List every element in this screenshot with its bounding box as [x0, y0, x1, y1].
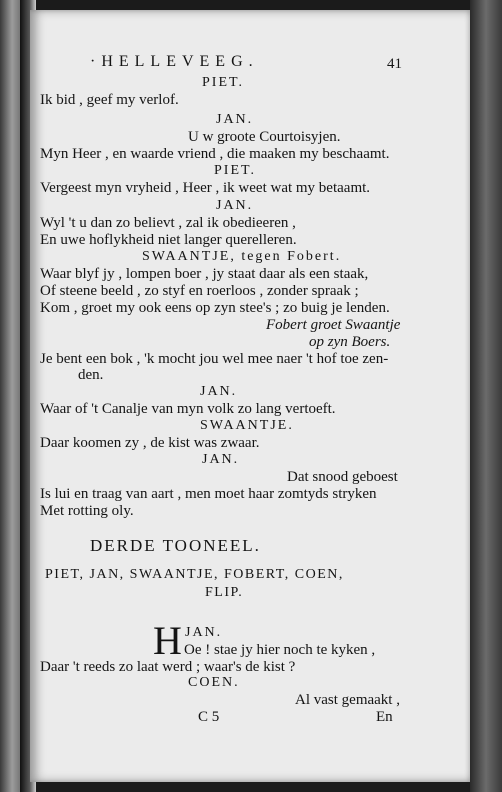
cast-list: FLIP. — [205, 585, 244, 600]
signature-mark: C 5 — [198, 709, 220, 725]
drop-capital: H — [153, 618, 182, 663]
stage-direction: Fobert groet Swaantje — [266, 317, 401, 333]
verse-line: Waar blyf jy , lompen boer , jy staat daar als een staak, — [40, 266, 369, 282]
verse-line: Ik bid , geef my verlof. — [40, 92, 179, 108]
speaker-name: JAN. — [202, 452, 240, 467]
speaker-name: JAN. — [185, 625, 223, 640]
speaker-name: SWAANTJE, tegen Fobert. — [142, 249, 342, 264]
verse-line: Met rotting oly. — [40, 503, 134, 519]
speaker-name: PIET. — [202, 75, 245, 90]
verse-line: Myn Heer , en waarde vriend , die maaken my beschaamt. — [40, 146, 390, 162]
verse-line: Al vast gemaakt , — [295, 692, 400, 708]
speaker-name: JAN. — [200, 384, 238, 399]
verse-line: U w groote Courtoisyjen. — [188, 129, 341, 145]
speaker-name: COEN. — [188, 675, 240, 690]
speaker-name: JAN. — [216, 112, 254, 127]
verse-line: Vergeest myn vryheid , Heer , ik weet wat my betaamt. — [40, 180, 371, 196]
verse-line: Oe ! stae jy hier noch te kyken , — [184, 642, 376, 658]
verse-line: Waar of 't Canalje van myn volk zo lang vertoeft. — [40, 401, 336, 417]
previous-page-edge — [0, 0, 22, 792]
running-head: ·HELLEVEEG. — [90, 53, 259, 70]
page-number: 41 — [387, 56, 402, 72]
speaker-name: SWAANTJE. — [200, 418, 294, 433]
verse-line: Daar koomen zy , de kist was zwaar. — [40, 435, 260, 451]
verse-line: Is lui en traag van aart , men moet haar zomtyds stryken — [40, 486, 377, 502]
verse-line: Kom , groet my ook eens op zyn stee's ; zo buig je lenden. — [40, 300, 390, 316]
verse-line: En uwe hoflykheid niet langer querelleren. — [40, 232, 297, 248]
stage-direction: op zyn Boers. — [309, 334, 391, 350]
cast-list: PIET, JAN, SWAANTJE, FOBERT, COEN, — [45, 567, 344, 582]
speaker-name: PIET. — [214, 163, 257, 178]
verse-line: Wyl 't u dan zo believt , zal ik obedieeren , — [40, 215, 296, 231]
verse-line: Dat snood geboest — [287, 469, 398, 485]
page-edge-shadow — [470, 0, 502, 792]
verse-line: Of steene beeld , zo styf en roerloos , zonder spraak ; — [40, 283, 359, 299]
verse-line: den. — [78, 367, 104, 383]
verse-line: Je bent een bok , 'k mocht jou wel mee naer 't hof toe zen- — [40, 351, 389, 367]
catchword: En — [376, 709, 393, 725]
speaker-name: JAN. — [216, 198, 254, 213]
scene-heading: DERDE TOONEEL. — [90, 536, 261, 555]
verse-line: Daar 't reeds zo laat werd ; waar's de kist ? — [40, 659, 296, 675]
